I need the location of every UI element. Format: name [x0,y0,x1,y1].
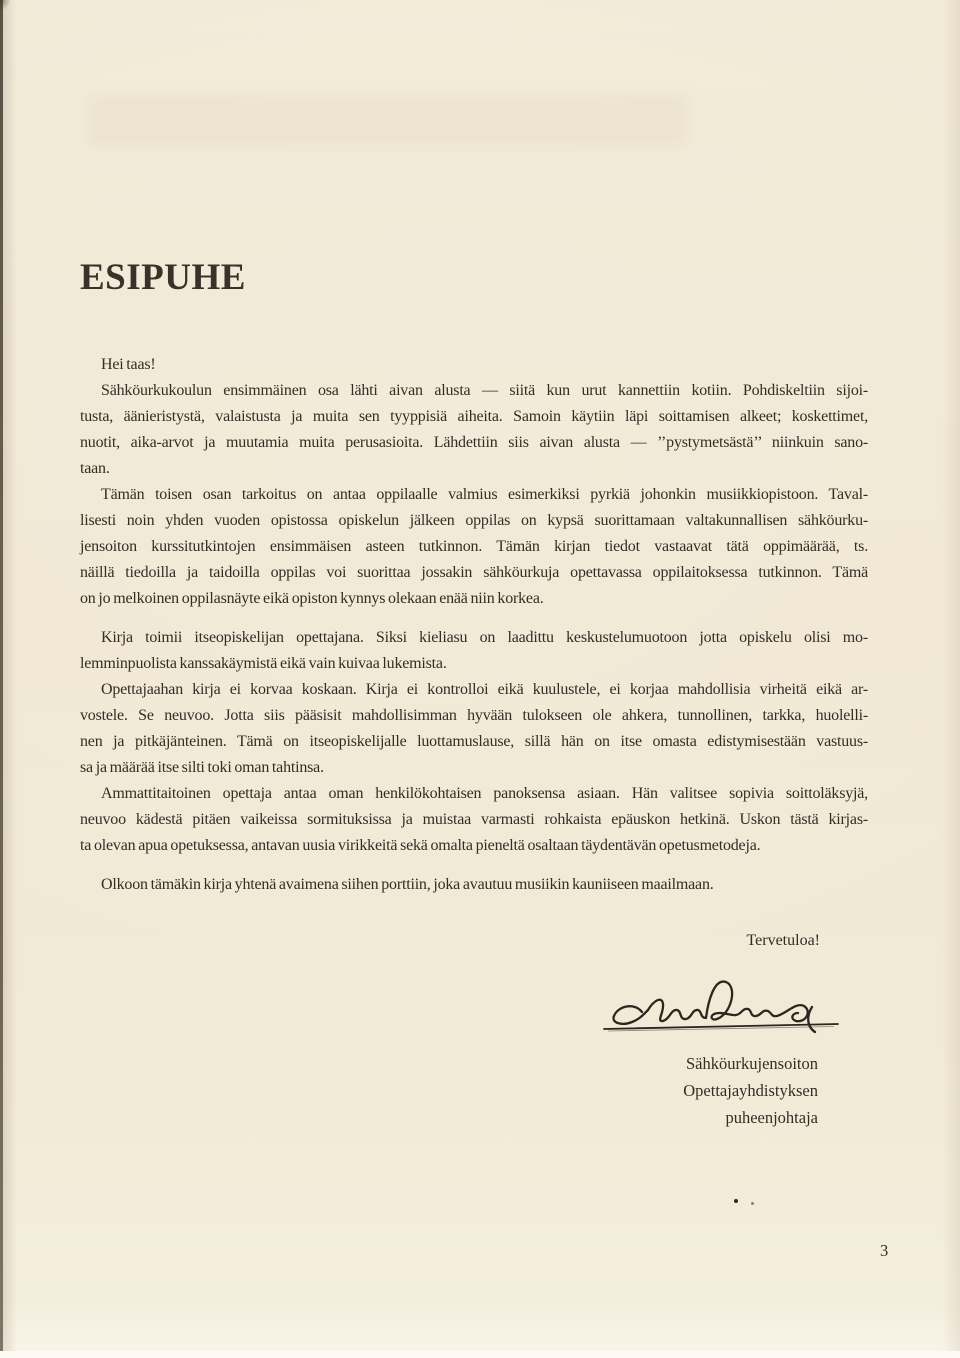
text-line: Ammattitaitoinen opettaja antaa oman henkilökohtaisen panoksensa asiaan. Hän valitsee sopivia soittoläksyjä, [101,785,868,802]
text-line: Opettajaahan kirja ei korvaa koskaan. Kirja ei kontrolloi eikä kuulustele, ei korjaa mahdollisia virheitä eikä ar- [101,681,868,698]
text-line: neuvoo kädestä pitäen vaikeissa sormituksissa ja muistaa varmasti rohkaista epäuskon hetkinä. Uskon tästä kirjas- [80,811,868,828]
text-line: lemminpuolista kanssakäymistä eikä vain kuivaa lukemista. [80,655,447,672]
text-line: Kirja toimii itseopiskelijan opettajana. Siksi kieliasu on laadittu keskustelumuotoon jotta opiskelu olisi mo- [101,629,868,646]
org-line: Opettajayhdistyksen [683,1081,818,1100]
paragraph [80,781,868,859]
text-line: nuotit, aika-arvot ja muutamia muita perusasioita. Lähdettiin siis aivan alusta — ’’pystymetsästä’’ niinkuin sano- [80,434,868,451]
ink-speck [751,1202,754,1205]
paragraph [80,677,868,781]
text-line: nen ja pitkäjänteinen. Tämä on itseopiskelijalle luottamuslause, sillä hän on itse omasta edistymisestään vastuus- [80,733,868,750]
signer-affiliation [683,1050,818,1131]
salutation-text: Tervetuloa! [746,932,820,949]
page-left-shadow [3,0,17,1358]
page-title: ESIPUHE [80,257,246,298]
body-paragraphs [80,352,868,898]
handwritten-signature-icon [598,972,848,1042]
text-line: Olkoon tämäkin kirja yhtenä avaimena siihen porttiin, joka avautuu musiikin kauniiseen maailmaan. [101,876,714,893]
ink-speck [734,1199,738,1203]
text-line: tusta, äänieristystä, valaistusta ja muita sen tyyppisiä aiheita. Samoin käytiin läpi soittamisen alkeet; koskettimet, [80,408,868,425]
page-number: 3 [880,1241,889,1260]
text-line: näillä tiedoilla ja taidoilla oppilas voi suorittaa jossakin sähköurkuja opettavassa oppilaitoksessa tutkinnon. Tämä [80,564,868,581]
text-line: sa ja määrää itse silti toki oman tahtinsa. [80,759,324,776]
org-line: Sähköurkujensoiton [686,1054,818,1073]
paragraph [80,378,868,482]
paragraph [80,482,868,612]
paragraph [80,625,868,677]
paragraph [80,872,868,898]
paragraph [80,352,868,378]
text-line: vostele. Se neuvoo. Jotta siis pääsisit mahdollisimman hyvään tulokseen ole ahkera, tunnollinen, tarkka, huolelli- [80,707,868,724]
text-line: lisesti noin yhden vuoden opistossa opiskelun jälkeen oppilas on kypsä suorittamaan valtakunnallisen sähköurku- [80,512,868,529]
text-line: Tämän toisen osan tarkoitus on antaa oppilaalle valmius esimerkiksi pyrkiä johonkin musiikkiopistoon. Taval- [101,486,868,503]
text-line: ta olevan apua opetuksessa, antavan uusia virikkeitä sekä omalta pieneltä osaltaan täydentävän opetusmetodeja. [80,837,761,854]
text-line: Sähköurkukoulun ensimmäinen osa lähti aivan alusta — siitä kun urut kannettiin kotiin. Pohdiskeltiin sijoi- [101,382,868,399]
org-line: puheenjohtaja [725,1108,818,1127]
page-bottom-edge [0,1351,960,1358]
text-line: taan. [80,460,110,477]
corner-smudge [0,0,10,10]
text-line: Hei taas! [101,356,156,373]
text-line: on jo melkoinen oppilasnäyte eikä opiston kynnys olekaan enää niin korkea. [80,590,544,607]
showthrough-ghost [88,95,688,147]
text-line: jensoiton kurssitutkintojen ensimmäisen asteen tutkinnon. Tämän kirjan tiedot vastaavat tätä oppimäärää, ts. [80,538,868,555]
page-right-shadow [942,0,960,1358]
